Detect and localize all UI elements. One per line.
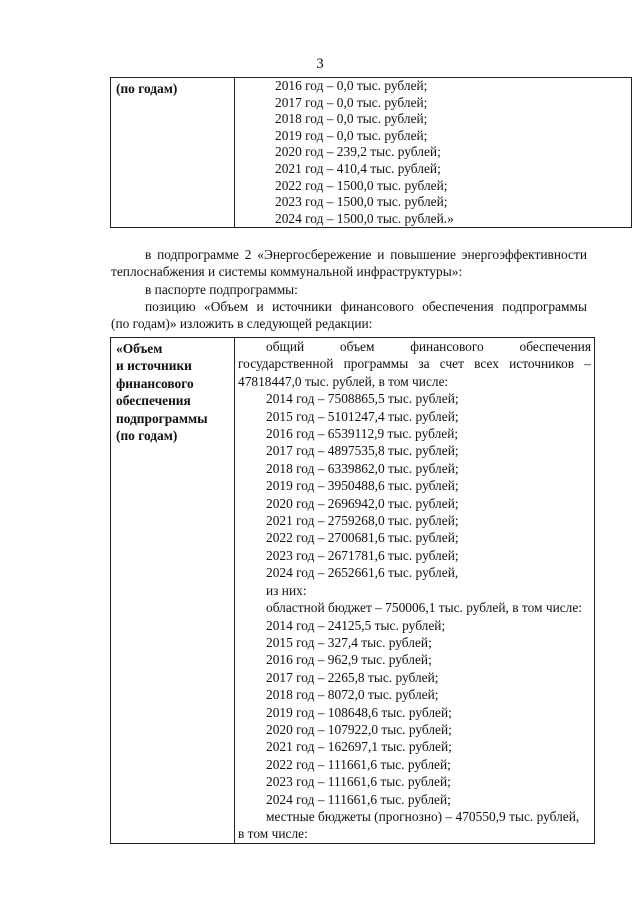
total-year-line: 2021 год – 2759268,0 тыс. рублей; <box>266 513 459 529</box>
table1-line: 2023 год – 1500,0 тыс. рублей; <box>275 194 448 210</box>
of-which-label: из них: <box>266 582 307 598</box>
table2-label <box>111 338 235 844</box>
total-year-line: 2015 год – 5101247,4 тыс. рублей; <box>266 408 459 424</box>
total-year-line: 2014 год – 7508865,5 тыс. рублей; <box>266 391 459 407</box>
paragraph-line: в подпрограмме 2 «Энергосбережение и повышение энергоэффективности <box>145 247 587 262</box>
intro-line: 47818447,0 тыс. рублей, в том числе: <box>238 373 449 389</box>
table1-values <box>235 78 632 228</box>
total-year-line: 2016 год – 6539112,9 тыс. рублей; <box>266 426 459 442</box>
table1-line: 2022 год – 1500,0 тыс. рублей; <box>275 177 448 193</box>
regional-year-line: 2015 год – 327,4 тыс. рублей; <box>266 634 432 650</box>
table2-label-line: обеспечения <box>116 393 191 409</box>
regional-year-line: 2014 год – 24125,5 тыс. рублей; <box>266 617 446 633</box>
table1-line: 2024 год – 1500,0 тыс. рублей.» <box>275 210 454 226</box>
table2-label-line: подпрограммы <box>116 410 208 426</box>
total-year-line: 2024 год – 2652661,6 тыс. рублей, <box>266 565 459 581</box>
total-year-line: 2023 год – 2671781,6 тыс. рублей; <box>266 547 459 563</box>
table1-line: 2019 год – 0,0 тыс. рублей; <box>275 127 428 143</box>
intro-line: государственной программы за счет всех источников – <box>238 356 591 372</box>
table1-label: (по годам) <box>111 78 235 228</box>
paragraph-subprogram-2 <box>111 246 587 280</box>
paragraph-line: (по годам)» изложить в следующей редакции: <box>111 316 373 331</box>
table1-line: 2017 год – 0,0 тыс. рублей; <box>275 94 428 110</box>
funding-table-continued <box>110 77 632 228</box>
regional-year-line: 2019 год – 108648,6 тыс. рублей; <box>266 704 452 720</box>
total-year-line: 2018 год – 6339862,0 тыс. рублей; <box>266 460 459 476</box>
paragraph-line: позицию «Объем и источники финансового обеспечения подпрограммы <box>145 299 587 314</box>
total-year-line: 2020 год – 2696942,0 тыс. рублей; <box>266 495 459 511</box>
table2-label-line: «Объем <box>116 341 163 356</box>
paragraph-line: теплоснабжения и системы коммунальной инфраструктуры»: <box>111 264 463 279</box>
table2-label-line: (по годам) <box>116 428 178 444</box>
regional-year-line: 2024 год – 111661,6 тыс. рублей; <box>266 791 451 807</box>
regional-year-line: 2022 год – 111661,6 тыс. рублей; <box>266 756 451 772</box>
table2-values <box>235 338 595 844</box>
table2-label-line: и источники <box>116 358 192 374</box>
regional-year-line: 2020 год – 107922,0 тыс. рублей; <box>266 721 452 737</box>
regional-budget-line: областной бюджет – 750006,1 тыс. рублей, в том числе: <box>266 600 583 616</box>
regional-year-line: 2016 год – 962,9 тыс. рублей; <box>266 652 432 668</box>
regional-year-line: 2021 год – 162697,1 тыс. рублей; <box>266 739 452 755</box>
table1-line: 2016 год – 0,0 тыс. рублей; <box>275 78 428 93</box>
table1-line: 2021 год – 410,4 тыс. рублей; <box>275 160 441 176</box>
total-year-line: 2022 год – 2700681,6 тыс. рублей; <box>266 530 459 546</box>
regional-year-line: 2018 год – 8072,0 тыс. рублей; <box>266 687 439 703</box>
intro-line: общий объем финансового обеспечения <box>266 339 591 354</box>
funding-table-new <box>110 337 595 844</box>
paragraph-passport: в паспорте подпрограммы: <box>145 282 298 297</box>
page-number: 3 <box>316 56 324 72</box>
paragraph-position <box>111 298 587 332</box>
table1-line: 2020 год – 239,2 тыс. рублей; <box>275 144 441 160</box>
regional-year-line: 2023 год – 111661,6 тыс. рублей; <box>266 774 451 790</box>
total-year-line: 2017 год – 4897535,8 тыс. рублей; <box>266 443 459 459</box>
table1-line: 2018 год – 0,0 тыс. рублей; <box>275 111 428 127</box>
total-year-line: 2019 год – 3950488,6 тыс. рублей; <box>266 478 459 494</box>
table2-label-line: финансового <box>116 375 194 391</box>
local-budget-line: в том числе: <box>238 826 308 842</box>
regional-year-line: 2017 год – 2265,8 тыс. рублей; <box>266 669 439 685</box>
local-budget-line: местные бюджеты (прогнозно) – 470550,9 тыс. рублей, <box>266 808 580 824</box>
